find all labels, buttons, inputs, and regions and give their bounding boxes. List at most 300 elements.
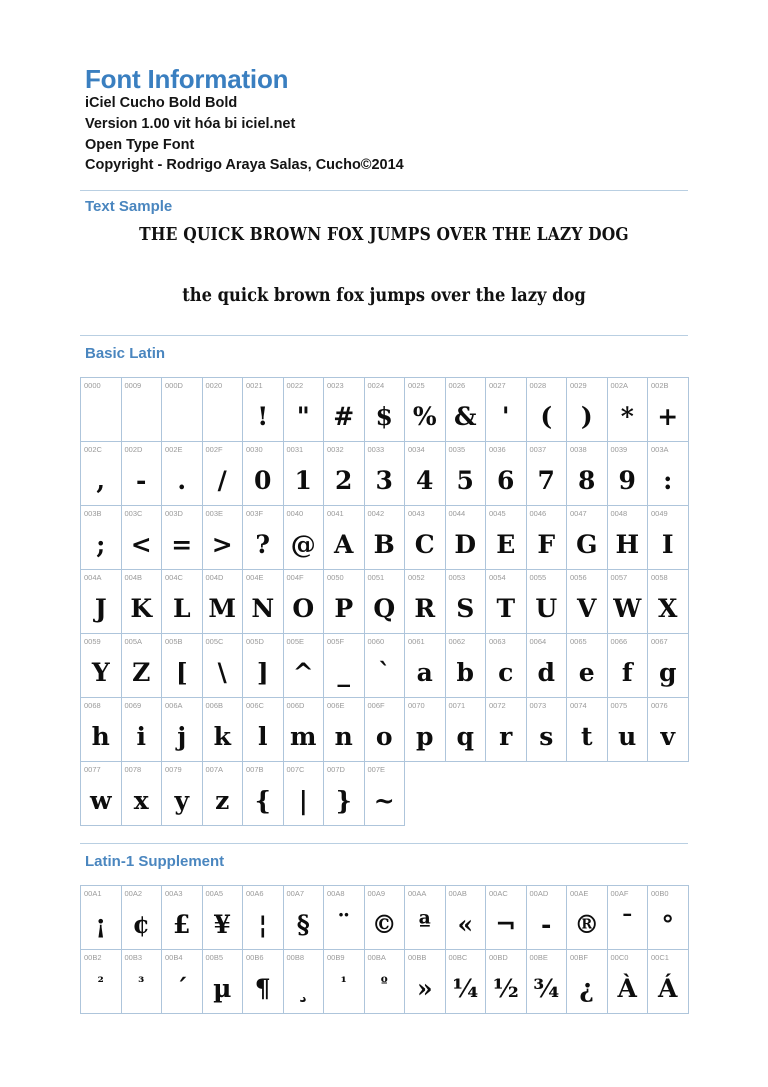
glyph-cell [365,886,406,950]
glyph-sample: ¶ [254,974,271,1003]
codepoint-label: 004B [124,573,143,582]
glyph-cell [284,506,325,570]
glyph-cell [122,570,163,634]
codepoint-label: 004A [84,573,102,582]
codepoint-label: 00B5 [205,953,224,962]
glyph-sample: . [177,466,187,495]
codepoint-label: 002E [165,445,183,454]
codepoint-label: 002C [84,445,102,454]
codepoint-label: 0069 [124,701,142,710]
glyph-sample: r [499,722,513,751]
glyph-sample: O [292,594,315,623]
codepoint-label: 0077 [84,765,101,774]
codepoint-label: 0038 [570,445,587,454]
glyph-cell [446,570,487,634]
codepoint-label: 0046 [529,509,547,518]
basic-latin-grid [80,377,689,826]
codepoint-label: 00AA [408,889,427,898]
codepoint-label: 0049 [651,509,668,518]
codepoint-label: 0037 [529,445,547,454]
glyph-cell [405,506,446,570]
glyph-sample: \ [217,658,227,687]
glyph-cell [608,634,649,698]
glyph-cell [324,950,365,1014]
glyph-sample: H [615,530,640,559]
codepoint-label: 0050 [327,573,344,582]
glyph-cell [608,886,649,950]
codepoint-label: 004F [286,573,304,582]
codepoint-label: 0079 [165,765,182,774]
codepoint-label: 0076 [651,701,668,710]
glyph-sample: C [414,530,435,559]
glyph-cell [608,506,649,570]
glyph-cell [365,570,406,634]
glyph-sample: ? [255,530,271,559]
section-heading-basic-latin: Basic Latin [85,345,166,362]
glyph-sample: , [96,466,106,495]
glyph-cell [608,698,649,762]
codepoint-label: 0029 [570,381,587,390]
codepoint-label: 0055 [529,573,547,582]
font-type: Open Type Font [85,137,195,153]
glyph-cell [162,442,203,506]
codepoint-label: 004D [205,573,224,582]
glyph-sample: + [657,402,679,431]
glyph-sample: © [371,910,397,939]
codepoint-label: 0030 [246,445,263,454]
codepoint-label: 007B [246,765,264,774]
glyph-cell [648,950,689,1014]
glyph-sample: u [618,722,637,751]
codepoint-label: 0053 [448,573,466,582]
codepoint-label: 0066 [610,637,628,646]
glyph-cell [365,442,406,506]
glyph-sample: : [663,466,673,495]
glyph-sample: Á [658,974,678,1003]
glyph-cell [608,570,649,634]
codepoint-label: 0071 [448,701,466,710]
codepoint-label: 00B0 [651,889,669,898]
codepoint-label: 006F [367,701,385,710]
glyph-cell [122,506,163,570]
glyph-cell [527,634,568,698]
glyph-sample: 1 [294,466,312,495]
glyph-cell [162,698,203,762]
codepoint-label: 0068 [84,701,101,710]
codepoint-label: 0041 [327,509,344,518]
codepoint-label: 005F [327,637,345,646]
glyph-sample: ! [257,402,269,431]
codepoint-label: 0044 [448,509,466,518]
codepoint-label: 0032 [327,445,344,454]
glyph-sample: n [334,722,353,751]
codepoint-label: 00AB [448,889,467,898]
glyph-cell [122,950,163,1014]
glyph-sample: " [296,402,310,431]
codepoint-label: 006B [205,701,224,710]
codepoint-label: 0073 [529,701,547,710]
glyph-cell [486,634,527,698]
glyph-sample: B [373,530,395,559]
glyph-sample: e [578,658,595,687]
glyph-sample: V [577,594,597,623]
glyph-sample: t [580,722,593,751]
glyph-sample: w [89,786,112,815]
glyph-cell [81,886,122,950]
glyph-cell [243,506,284,570]
glyph-sample: ; [96,530,106,559]
glyph-sample: o [375,722,393,751]
codepoint-label: 004E [246,573,264,582]
codepoint-label: 007E [367,765,386,774]
glyph-sample: ª [418,910,431,939]
codepoint-label: 002A [610,381,629,390]
glyph-cell [203,378,244,442]
glyph-cell [243,634,284,698]
glyph-cell [324,506,365,570]
glyph-sample: 6 [497,466,515,495]
codepoint-label: 00AF [610,889,629,898]
glyph-cell [365,762,406,826]
glyph-sample: R [414,594,436,623]
glyph-cell [122,378,163,442]
codepoint-label: 0023 [327,381,344,390]
codepoint-label: 0039 [610,445,628,454]
glyph-cell [365,698,406,762]
glyph-cell [486,570,527,634]
codepoint-label: 0063 [489,637,506,646]
glyph-cell [365,634,406,698]
codepoint-label: 00A9 [367,889,386,898]
section-heading-text-sample: Text Sample [85,198,173,215]
glyph-sample: E [496,530,516,559]
codepoint-label: 0020 [205,381,223,390]
glyph-cell [243,378,284,442]
glyph-sample: À [617,974,637,1003]
codepoint-label: 0043 [408,509,425,518]
glyph-sample: N [251,594,275,623]
glyph-cell [81,698,122,762]
glyph-sample: G [576,530,598,559]
glyph-cell [567,886,608,950]
glyph-cell [567,698,608,762]
codepoint-label: 00AE [570,889,589,898]
codepoint-label: 006D [286,701,305,710]
glyph-cell [527,442,568,506]
codepoint-label: 0060 [367,637,385,646]
glyph-cell [324,378,365,442]
glyph-sample: ¾ [533,974,560,1003]
glyph-sample: ½ [492,974,519,1003]
glyph-cell [81,442,122,506]
glyph-cell [486,506,527,570]
glyph-sample: s [539,722,554,751]
glyph-sample: § [296,910,310,939]
glyph-cell [284,886,325,950]
codepoint-label: 00C0 [610,953,629,962]
codepoint-label: 007A [205,765,224,774]
glyph-sample: ^ [292,658,314,687]
glyph-sample: p [416,722,434,751]
glyph-sample: a [416,658,433,687]
sample-lowercase: the quick brown fox jumps over the lazy dog [182,285,586,306]
codepoint-label: 0009 [124,381,142,390]
glyph-cell [648,570,689,634]
glyph-sample: T [496,594,516,623]
glyph-cell [405,950,446,1014]
glyph-sample: º [380,975,388,991]
font-name: iCiel Cucho Bold Bold [85,95,238,111]
codepoint-label: 003C [124,509,143,518]
codepoint-label: 00A7 [286,889,305,898]
glyph-cell [567,506,608,570]
glyph-sample: ³ [138,975,145,991]
glyph-sample: S [456,594,475,623]
glyph-sample: » [416,974,433,1003]
glyph-cell [608,442,649,506]
codepoint-label: 00AC [489,889,508,898]
codepoint-label: 004C [165,573,183,582]
codepoint-label: 006A [165,701,183,710]
glyph-cell [365,506,406,570]
codepoint-label: 003B [84,509,102,518]
glyph-cell [405,698,446,762]
glyph-sample: v [660,722,676,751]
codepoint-label: 005D [246,637,264,646]
glyph-sample: ´ [175,974,188,1003]
glyph-cell [446,698,487,762]
glyph-cell [122,442,163,506]
glyph-cell [527,698,568,762]
glyph-sample: ~ [373,786,395,815]
codepoint-label: 0074 [570,701,587,710]
codepoint-label: 00B6 [246,953,264,962]
glyph-cell [284,634,325,698]
glyph-cell [324,698,365,762]
glyph-sample: Z [132,658,151,687]
glyph-cell [648,698,689,762]
glyph-cell [122,762,163,826]
glyph-sample: k [213,722,231,751]
codepoint-label: 006E [327,701,345,710]
font-copyright: Copyright - Rodrigo Araya Salas, Cucho©2014 [85,157,404,173]
codepoint-label: 00B3 [124,953,143,962]
codepoint-label: 005B [165,637,183,646]
codepoint-label: 0058 [651,573,668,582]
glyph-sample: 0 [254,466,272,495]
codepoint-label: 00BE [529,953,548,962]
glyph-cell [527,506,568,570]
codepoint-label: 0034 [408,445,425,454]
glyph-sample: 9 [618,466,636,495]
glyph-cell [203,442,244,506]
glyph-cell [486,886,527,950]
glyph-cell [405,570,446,634]
codepoint-label: 0062 [448,637,466,646]
codepoint-label: 00A8 [327,889,345,898]
glyph-sample: W [613,594,642,623]
codepoint-label: 0028 [529,381,547,390]
glyph-sample: A [334,530,354,559]
glyph-cell [648,886,689,950]
codepoint-label: 002D [124,445,143,454]
glyph-cell [405,634,446,698]
glyph-sample: K [130,594,153,623]
codepoint-label: 00BA [367,953,386,962]
glyph-sample: ¹ [340,975,347,991]
codepoint-label: 00BC [448,953,468,962]
glyph-cell [203,570,244,634]
codepoint-label: 005C [205,637,224,646]
sample-uppercase: THE QUICK BROWN FOX JUMPS OVER THE LAZY DOG [139,224,629,245]
glyph-sample: ( [540,402,553,431]
glyph-cell [527,886,568,950]
glyph-cell [81,570,122,634]
glyph-sample: 4 [416,466,434,495]
glyph-sample: < [130,530,152,559]
glyph-cell [324,570,365,634]
codepoint-label: 0075 [610,701,628,710]
glyph-cell [527,378,568,442]
glyph-cell [608,378,649,442]
glyph-cell [324,634,365,698]
glyph-sample: x [133,786,149,815]
glyph-cell [243,698,284,762]
glyph-sample: l [258,722,268,751]
glyph-cell [81,506,122,570]
codepoint-label: 0024 [367,381,385,390]
glyph-cell [567,378,608,442]
glyph-cell [486,698,527,762]
glyph-sample: ¼ [452,974,479,1003]
glyph-cell [284,950,325,1014]
codepoint-label: 003D [165,509,183,518]
glyph-sample: m [290,722,317,751]
codepoint-label: 0040 [286,509,304,518]
glyph-cell [567,950,608,1014]
codepoint-label: 0061 [408,637,425,646]
glyph-sample: ` [378,658,391,687]
glyph-cell [162,570,203,634]
codepoint-label: 00BD [489,953,508,962]
glyph-sample: 7 [537,466,555,495]
glyph-sample: | [298,786,308,815]
glyph-sample: ¸ [297,974,310,1003]
glyph-cell [527,950,568,1014]
codepoint-label: 0035 [448,445,466,454]
glyph-sample: ¨ [337,910,350,939]
codepoint-label: 0021 [246,381,263,390]
codepoint-label: 0065 [570,637,587,646]
glyph-sample: I [661,530,674,559]
codepoint-label: 003F [246,509,264,518]
glyph-cell [446,950,487,1014]
page-title: Font Information [85,64,289,94]
codepoint-label: 00AD [529,889,549,898]
glyph-sample: ² [97,975,104,991]
glyph-sample: Q [373,594,396,623]
glyph-cell [243,570,284,634]
glyph-cell [446,506,487,570]
glyph-cell [162,950,203,1014]
glyph-sample: P [334,594,354,623]
glyph-cell [203,634,244,698]
glyph-cell [81,762,122,826]
codepoint-label: 0025 [408,381,425,390]
codepoint-label: 0064 [529,637,547,646]
codepoint-label: 00B4 [165,953,183,962]
codepoint-label: 0027 [489,381,506,390]
glyph-sample: 8 [578,466,596,495]
glyph-sample: d [537,658,555,687]
codepoint-label: 0045 [489,509,506,518]
codepoint-label: 0078 [124,765,142,774]
divider [80,190,688,191]
glyph-cell [324,762,365,826]
glyph-sample: i [136,722,146,751]
glyph-sample: > [211,530,233,559]
glyph-sample: « [457,910,474,939]
glyph-cell [324,442,365,506]
glyph-cell [648,378,689,442]
codepoint-label: 0031 [286,445,304,454]
codepoint-label: 0072 [489,701,506,710]
divider [80,335,688,336]
glyph-sample: 3 [375,466,393,495]
glyph-cell [81,950,122,1014]
glyph-sample: ® [574,910,600,939]
codepoint-label: 00A2 [124,889,143,898]
codepoint-label: 00A3 [165,889,183,898]
glyph-cell [486,950,527,1014]
glyph-sample: X [658,594,678,623]
glyph-sample: D [454,530,477,559]
codepoint-label: 00C1 [651,953,669,962]
glyph-sample: - [541,910,552,939]
codepoint-label: 00B2 [84,953,102,962]
glyph-sample: ] [256,658,269,687]
glyph-sample: f [621,658,633,687]
glyph-cell [365,950,406,1014]
glyph-sample: Y [91,658,110,687]
glyph-cell [203,506,244,570]
glyph-cell [122,634,163,698]
codepoint-label: 00BB [408,953,427,962]
glyph-cell [486,442,527,506]
glyph-cell [243,442,284,506]
glyph-cell [203,886,244,950]
glyph-sample: g [659,658,677,687]
glyph-sample: # [333,402,355,431]
glyph-cell [162,762,203,826]
glyph-sample: = [171,530,193,559]
codepoint-label: 0057 [610,573,628,582]
glyph-sample: h [91,722,110,751]
glyph-cell [648,634,689,698]
latin1-grid [80,885,689,1014]
codepoint-label: 006C [246,701,264,710]
glyph-cell [122,698,163,762]
glyph-cell [284,378,325,442]
glyph-cell [446,442,487,506]
glyph-cell [81,378,122,442]
glyph-sample: ¡ [95,910,107,939]
codepoint-label: 00A6 [246,889,264,898]
glyph-cell [122,886,163,950]
glyph-sample: b [456,658,474,687]
glyph-cell [405,442,446,506]
glyph-sample: * [620,402,634,431]
